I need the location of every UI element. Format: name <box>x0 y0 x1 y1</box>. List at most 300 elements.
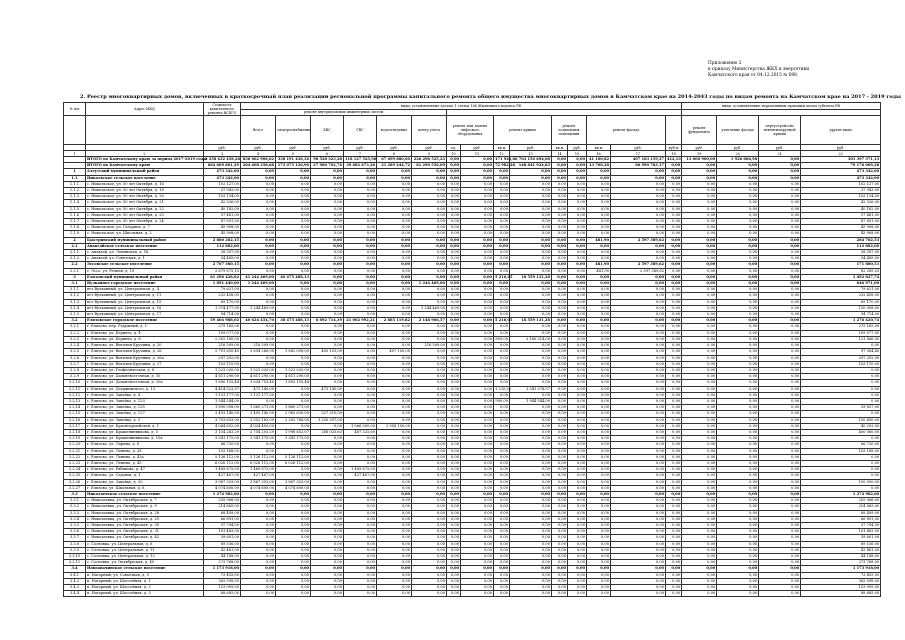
header-warming: утепление фасада <box>717 116 759 145</box>
value-cell: 0,00 <box>461 163 494 169</box>
value-cell: 0,00 <box>759 516 801 522</box>
value-cell: 0,00 <box>510 591 552 597</box>
value-cell: 0,00 <box>276 188 311 194</box>
row-number-cell: 1.1.9 <box>64 231 86 237</box>
row-number-cell: 3.3.5 <box>64 522 86 528</box>
appendix-line: Камчатского края от 04.12.2015 № 698 <box>708 73 797 79</box>
value-cell: 4 414 523,57 <box>204 386 241 392</box>
value-cell: 836 062 906,62 <box>241 157 276 163</box>
value-cell: 0,00 <box>682 374 717 380</box>
value-cell: 0,00 <box>377 572 412 578</box>
value-cell: 0,00 <box>552 312 568 318</box>
value-cell: 0,00 <box>311 361 344 367</box>
value-cell: 0,00 <box>717 256 759 262</box>
value-cell: 0,00 <box>447 473 461 479</box>
value-cell: 0,00 <box>552 491 568 497</box>
value-cell: 130 008,00 <box>801 305 881 311</box>
value-cell: 0,00 <box>552 411 568 417</box>
value-cell: 18 559 131,28 <box>510 318 552 324</box>
value-cell: 268 025,63 <box>311 429 344 435</box>
value-cell: 0,00 <box>587 212 611 218</box>
value-cell: 0,00 <box>611 367 666 373</box>
value-cell: 45 908,00 <box>801 225 881 231</box>
document-title: 2. Реестр многоквартирных домов, включенных в краткосрочный план реализации региональной программы капитального ремонта общего имущества многоквартирных домов в Камчатском крае на 2014-2043 годы по видам ремонта на Камчатском крае на 2017 - 2019 годы <box>80 94 902 100</box>
value-cell: 0,00 <box>377 429 412 435</box>
value-cell: 0,00 <box>717 411 759 417</box>
value-cell: 0,00 <box>461 411 494 417</box>
value-cell: 0,00 <box>568 361 587 367</box>
value-cell: 4 611 290,00 <box>241 374 276 380</box>
row-number-cell: 1.1.2 <box>64 188 86 194</box>
value-cell: 0,00 <box>717 169 759 175</box>
value-cell: 0,00 <box>412 250 447 256</box>
value-cell: 0,00 <box>276 504 311 510</box>
value-cell: 0,00 <box>412 194 447 200</box>
value-cell: 0,00 <box>412 485 447 491</box>
value-cell: 0,00 <box>682 522 717 528</box>
value-cell: 0,00 <box>412 454 447 460</box>
value-cell: 0,00 <box>377 436 412 442</box>
value-cell: 0,00 <box>241 554 276 560</box>
value-cell: 362 598,00 <box>204 578 241 584</box>
value-cell: 0,00 <box>666 250 682 256</box>
value-cell: 0,00 <box>447 392 461 398</box>
value-cell: 0,00 <box>611 460 666 466</box>
value-cell: 0,00 <box>801 380 881 386</box>
address-cell: пгт Вулканный, ул. Центральная, д. 16 <box>86 305 204 311</box>
value-cell: 0,00 <box>276 578 311 584</box>
value-cell: 205 966,00 <box>801 498 881 504</box>
value-cell: 0,00 <box>447 281 461 287</box>
value-cell: 0,00 <box>377 312 412 318</box>
value-cell: 0,00 <box>759 485 801 491</box>
value-cell: 0,00 <box>611 541 666 547</box>
address-cell: г. Елизово, ул. Виталия Кручины, д. 20 <box>86 343 204 349</box>
value-cell: 0,00 <box>447 293 461 299</box>
value-cell: 0,00 <box>461 324 494 330</box>
value-cell: 0,00 <box>377 405 412 411</box>
address-cell: г. Елизово, ул. Ларина, д. 8 <box>86 442 204 448</box>
value-cell: 0,00 <box>717 467 759 473</box>
value-cell: 0,00 <box>717 572 759 578</box>
value-cell: 0,00 <box>611 324 666 330</box>
value-cell: 0,00 <box>447 498 461 504</box>
value-cell: 0,00 <box>447 250 461 256</box>
value-cell: 0,00 <box>568 436 587 442</box>
value-cell: 0,00 <box>666 181 682 187</box>
value-cell: 0,00 <box>611 516 666 522</box>
value-cell: 0,00 <box>311 324 344 330</box>
value-cell: 0,00 <box>611 566 666 572</box>
value-cell: 0,00 <box>666 281 682 287</box>
value-cell: 0,00 <box>311 231 344 237</box>
value-cell: 0,00 <box>494 175 510 181</box>
value-cell: 0,00 <box>494 188 510 194</box>
value-cell: 0,00 <box>447 386 461 392</box>
value-cell: 0,00 <box>510 312 552 318</box>
value-cell: 0,00 <box>344 572 377 578</box>
value-cell: 40 182,00 <box>204 206 241 212</box>
value-cell: 0,00 <box>759 386 801 392</box>
value-cell: 0,00 <box>276 243 311 249</box>
value-cell: 1 893 155,44 <box>276 380 311 386</box>
value-cell: 0,00 <box>568 541 587 547</box>
value-cell: 0,00 <box>759 293 801 299</box>
value-cell: 0,00 <box>611 305 666 311</box>
value-cell: 0,00 <box>552 175 568 181</box>
value-cell: 0,00 <box>510 194 552 200</box>
value-cell: 0,00 <box>494 479 510 485</box>
value-cell: 0,00 <box>587 405 611 411</box>
value-cell: 0,00 <box>344 361 377 367</box>
value-cell: 0,00 <box>311 374 344 380</box>
value-cell: 0,00 <box>412 510 447 516</box>
row-number-cell: 3.4 <box>64 566 86 572</box>
value-cell: 0,00 <box>344 460 377 466</box>
header-systems-total: Всего <box>241 116 276 145</box>
value-cell: 1 944 544,00 <box>204 398 241 404</box>
value-cell: 0,00 <box>666 175 682 181</box>
value-cell: 0,00 <box>377 454 412 460</box>
value-cell: 39 601,00 <box>801 535 881 541</box>
address-cell: г. Елизово, ул. Завойко, д. 20 <box>86 479 204 485</box>
value-cell: 0,00 <box>587 398 611 404</box>
value-cell: 0,00 <box>461 219 494 225</box>
value-cell: 0,00 <box>759 262 801 268</box>
value-cell: 362 598,00 <box>801 578 881 584</box>
value-cell: 0,00 <box>412 349 447 355</box>
value-cell: 0,00 <box>461 231 494 237</box>
value-cell: 0,00 <box>412 181 447 187</box>
value-cell: 0,00 <box>412 262 447 268</box>
value-cell: 0,00 <box>461 522 494 528</box>
value-cell: 0,00 <box>494 442 510 448</box>
value-cell: 44 188,00 <box>204 554 241 560</box>
value-cell: 0,00 <box>241 491 276 497</box>
column-number-cell: 13 <box>510 151 552 157</box>
address-cell: с. Николаевка, ул. Октябрьская, д. 30 <box>86 522 204 528</box>
value-cell: 0,00 <box>494 541 510 547</box>
value-cell: 0,00 <box>447 237 461 243</box>
value-cell: 0,00 <box>412 287 447 293</box>
value-cell: 0,00 <box>568 491 587 497</box>
value-cell: 0,00 <box>412 560 447 566</box>
value-cell: 0,00 <box>666 299 682 305</box>
value-cell: 646 971,00 <box>801 281 881 287</box>
value-cell: 0,00 <box>587 454 611 460</box>
value-cell: 0,00 <box>510 237 552 243</box>
address-cell: с. Никольское, ул. Школьная, д. 2 <box>86 231 204 237</box>
value-cell: 3 941 378,57 <box>510 386 552 392</box>
value-cell: 0,00 <box>344 522 377 528</box>
value-cell: 0,00 <box>344 585 377 591</box>
value-cell: 0,00 <box>447 256 461 262</box>
value-cell: 0,00 <box>587 578 611 584</box>
value-cell: 1 944 544,00 <box>510 398 552 404</box>
value-cell: 0,00 <box>682 330 717 336</box>
value-cell: 0,00 <box>344 343 377 349</box>
value-cell: 0,00 <box>568 243 587 249</box>
value-cell: 0,00 <box>611 491 666 497</box>
value-cell: 1 250 397,00 <box>311 417 344 423</box>
value-cell: 0,00 <box>552 194 568 200</box>
address-cell: г. Елизово, ул. Беринга, д. 4 <box>86 330 204 336</box>
value-cell: 0,00 <box>510 256 552 262</box>
value-cell: 0,00 <box>276 560 311 566</box>
value-cell: 0,00 <box>682 225 717 231</box>
value-cell: 0,00 <box>447 305 461 311</box>
value-cell: 0,00 <box>717 237 759 243</box>
value-cell: 2 958 150,00 <box>377 423 412 429</box>
value-cell: 0,00 <box>412 572 447 578</box>
value-cell: 0,00 <box>801 460 881 466</box>
value-cell: 0,00 <box>611 585 666 591</box>
value-cell: 0,00 <box>510 448 552 454</box>
value-cell: 0,00 <box>412 398 447 404</box>
value-cell: 0,00 <box>276 522 311 528</box>
value-cell: 0,00 <box>276 498 311 504</box>
value-cell: 0,00 <box>276 268 311 274</box>
value-cell: 0,00 <box>241 219 276 225</box>
value-cell: 0,00 <box>611 175 666 181</box>
value-cell: 0,00 <box>447 411 461 417</box>
value-cell: 0,00 <box>552 355 568 361</box>
value-cell: 427 467,00 <box>204 473 241 479</box>
value-cell: 0,00 <box>759 157 801 163</box>
value-cell: 0,00 <box>587 423 611 429</box>
value-cell: 0,00 <box>412 411 447 417</box>
value-cell: 0,00 <box>682 274 717 280</box>
value-cell: 0,00 <box>447 157 461 163</box>
value-cell: 0,00 <box>682 268 717 274</box>
value-cell: 5 216,05 <box>495 318 513 323</box>
value-cell: 0,00 <box>717 299 759 305</box>
value-cell: 0,00 <box>344 349 377 355</box>
address-cell: с. Николаевка, ул. Октябрьская, д. 9 <box>86 504 204 510</box>
value-cell: 0,00 <box>611 188 666 194</box>
value-cell: 54 485,00 <box>204 256 241 262</box>
value-cell: 0,00 <box>461 516 494 522</box>
value-cell: 0,00 <box>801 454 881 460</box>
column-number-cell: 2 <box>86 151 204 157</box>
value-cell: 473 342,00 <box>204 175 241 181</box>
value-cell: 0,00 <box>344 225 377 231</box>
value-cell: 0,00 <box>759 417 801 423</box>
address-cell: г. Елизово, ул. Ленина, д. 45 <box>86 460 204 466</box>
value-cell: 0,00 <box>510 380 552 386</box>
value-cell: 0,00 <box>494 510 510 516</box>
value-cell: 0,00 <box>311 392 344 398</box>
value-cell: 214 865,00 <box>801 504 881 510</box>
value-cell: 0,00 <box>494 554 510 560</box>
value-cell: 0,00 <box>241 504 276 510</box>
column-number-cell: 18 <box>666 151 682 157</box>
value-cell: 0,00 <box>717 336 759 342</box>
value-cell: 0,00 <box>801 473 881 479</box>
value-cell: 37 943,00 <box>204 188 241 194</box>
value-cell: 0,00 <box>344 367 377 373</box>
value-cell: 0,00 <box>494 250 510 256</box>
value-cell: 0,00 <box>447 336 461 342</box>
header-drainage: водоотведение <box>377 116 412 145</box>
value-cell: 0,00 <box>461 554 494 560</box>
value-cell: 0,00 <box>510 268 552 274</box>
value-cell: 0,00 <box>412 417 447 423</box>
value-cell: 2 597 389,62 <box>611 268 666 274</box>
value-cell: 94 714,00 <box>801 312 881 318</box>
address-cell: г. Елизово, ул. Дальневосточная, д. 10а <box>86 380 204 386</box>
value-cell: 0,00 <box>666 554 682 560</box>
value-cell: 0,00 <box>241 194 276 200</box>
value-cell: 2 148 966,57 <box>412 318 447 324</box>
unit-cell: руб. <box>717 145 759 151</box>
value-cell: 0,00 <box>611 454 666 460</box>
value-cell: 0,00 <box>568 566 587 572</box>
value-cell: 0,00 <box>377 225 412 231</box>
value-cell: 0,00 <box>552 473 568 479</box>
value-cell: 473 342,00 <box>204 169 241 175</box>
value-cell: 0,00 <box>447 287 461 293</box>
value-cell: 0,00 <box>510 535 552 541</box>
value-cell: 0,00 <box>717 392 759 398</box>
value-cell: 0,00 <box>377 281 412 287</box>
value-cell: 0,00 <box>276 212 311 218</box>
value-cell: 0,00 <box>801 436 881 442</box>
value-cell: 0,00 <box>241 299 276 305</box>
row-number-cell: 3.2.16 <box>64 417 86 423</box>
row-number-cell: 3.4.1 <box>64 572 86 578</box>
column-number-cell: 12 <box>494 151 510 157</box>
value-cell: 45 908,00 <box>204 225 241 231</box>
value-cell: 0,00 <box>276 219 311 225</box>
value-cell: 0,00 <box>717 305 759 311</box>
value-cell: 57 461,00 <box>204 212 241 218</box>
value-cell: 3 634 753,40 <box>241 380 276 386</box>
value-cell: 0,00 <box>682 473 717 479</box>
value-cell: 2 302 766,00 <box>276 417 311 423</box>
value-cell: 216 509,00 <box>412 343 447 349</box>
row-number-cell: 3.2.23 <box>64 460 86 466</box>
value-cell: 0,00 <box>759 305 801 311</box>
value-cell: 0,00 <box>510 293 552 299</box>
value-cell: 0,00 <box>759 312 801 318</box>
value-cell: 0,00 <box>510 225 552 231</box>
header-other: другие виды <box>801 116 881 145</box>
value-cell: 0,00 <box>552 181 568 187</box>
column-number-cell: 21 <box>759 151 801 157</box>
value-cell: 0,00 <box>241 560 276 566</box>
value-cell: 0,00 <box>801 343 881 349</box>
value-cell: 0,00 <box>717 324 759 330</box>
header-total-cost: Стоимость капитального ремонта ВСЕГО <box>204 103 241 116</box>
value-cell: 205 966,00 <box>204 498 241 504</box>
value-cell: 0,00 <box>552 256 568 262</box>
value-cell: 0,00 <box>682 547 717 553</box>
value-cell: 0,00 <box>717 212 759 218</box>
value-cell: 0,00 <box>510 305 552 311</box>
value-cell: 0,00 <box>611 374 666 380</box>
value-cell: 0,00 <box>377 243 412 249</box>
value-cell: 0,00 <box>510 467 552 473</box>
value-cell: 0,00 <box>344 181 377 187</box>
value-cell: 0,00 <box>344 485 377 491</box>
value-cell: 0,00 <box>494 343 510 349</box>
value-cell: 0,00 <box>587 585 611 591</box>
value-cell: 0,00 <box>552 243 568 249</box>
value-cell: 0,00 <box>587 243 611 249</box>
value-cell: 0,00 <box>311 460 344 466</box>
value-cell: 0,00 <box>447 405 461 411</box>
value-cell: 0,00 <box>552 250 568 256</box>
value-cell: 0,00 <box>552 299 568 305</box>
value-cell: 0,00 <box>494 522 510 528</box>
value-cell: 0,00 <box>461 256 494 262</box>
value-cell: 0,00 <box>494 281 510 287</box>
value-cell: 0,00 <box>461 578 494 584</box>
value-cell: 4 074 600,00 <box>204 485 241 491</box>
value-cell: 0,00 <box>587 225 611 231</box>
value-cell: 0,00 <box>611 231 666 237</box>
value-cell: 1 131 177,00 <box>241 392 276 398</box>
value-cell: 0,00 <box>759 491 801 497</box>
value-cell: 527 510,00 <box>311 411 344 417</box>
value-cell: 0,00 <box>587 485 611 491</box>
value-cell: 0,00 <box>611 299 666 305</box>
address-cell: с. Никольское, ул. 50 лет Октября, д. 20 <box>86 194 204 200</box>
value-cell: 0,00 <box>552 169 568 175</box>
value-cell: 0,00 <box>568 200 587 206</box>
value-cell: 0,00 <box>447 423 461 429</box>
address-cell: г. Елизово, ул. Ленина, д. 43а <box>86 454 204 460</box>
value-cell: 0,00 <box>494 485 510 491</box>
value-cell: 0,00 <box>717 423 759 429</box>
value-cell: 0,00 <box>344 554 377 560</box>
value-cell: 0,00 <box>276 566 311 572</box>
value-cell: 0,00 <box>276 206 311 212</box>
value-cell: 0,00 <box>717 436 759 442</box>
value-cell: 0,00 <box>447 522 461 528</box>
value-cell: 0,00 <box>377 268 412 274</box>
value-cell: 89 536,00 <box>204 541 241 547</box>
value-cell: 0,00 <box>344 330 377 336</box>
value-cell: 4 064 652,00 <box>204 423 241 429</box>
value-cell: 0,00 <box>611 312 666 318</box>
value-cell: 0,00 <box>568 312 587 318</box>
value-cell: 3 341 175,00 <box>241 436 276 442</box>
value-cell: 0,00 <box>447 479 461 485</box>
value-cell: 0,00 <box>759 380 801 386</box>
value-cell: 0,00 <box>377 411 412 417</box>
address-cell: г. Елизово, ул. Беринга, д. 6 <box>86 336 204 342</box>
unit-cell: руб. <box>510 145 552 151</box>
value-cell: 0,00 <box>568 367 587 373</box>
value-cell: 0,00 <box>344 436 377 442</box>
header-facade: ремонт фасада <box>587 116 666 145</box>
column-number-cell: 16 <box>587 151 611 157</box>
value-cell: 66 720,00 <box>204 442 241 448</box>
value-cell: 0,00 <box>568 473 587 479</box>
value-cell: 0,00 <box>717 560 759 566</box>
value-cell: 0,00 <box>241 324 276 330</box>
value-cell: 0,00 <box>276 336 311 342</box>
value-cell: 0,00 <box>412 392 447 398</box>
value-cell: 0,00 <box>587 305 611 311</box>
value-cell: 0,00 <box>759 355 801 361</box>
value-cell: 0,00 <box>568 479 587 485</box>
value-cell: 0,00 <box>611 274 666 280</box>
value-cell: 0,00 <box>377 219 412 225</box>
value-cell: 0,00 <box>552 287 568 293</box>
